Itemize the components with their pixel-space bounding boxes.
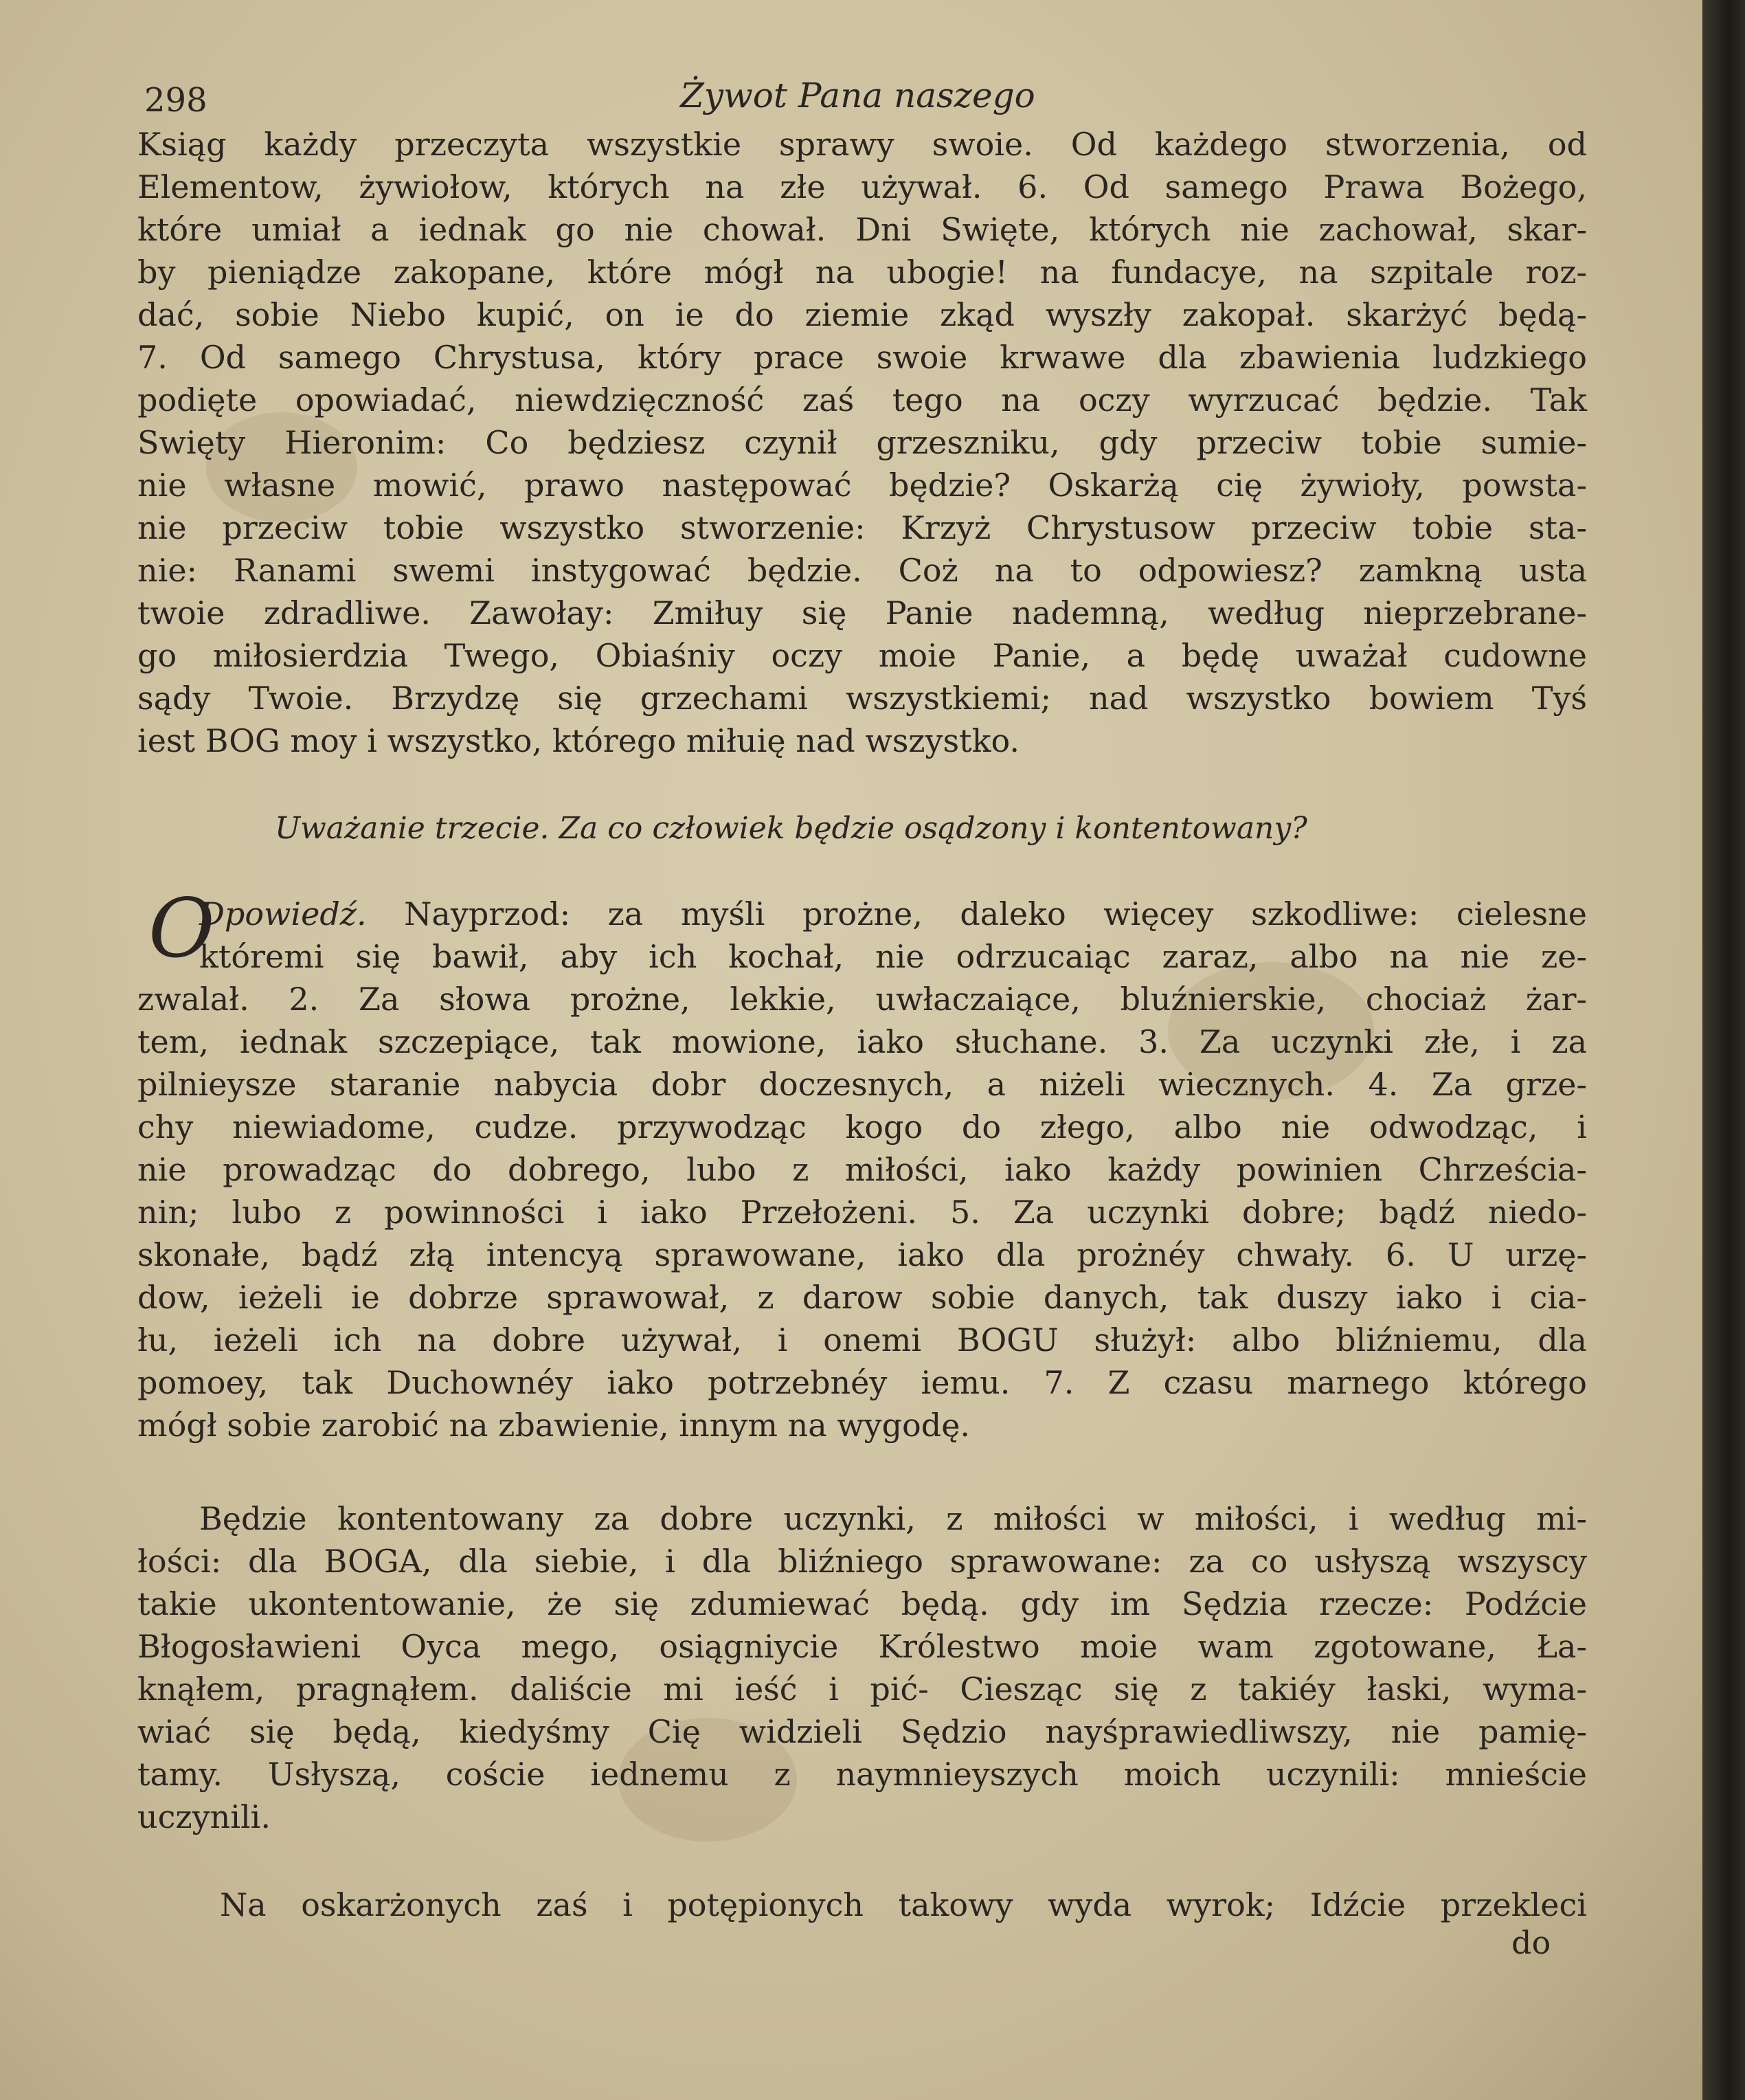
text-line: Błogosławieni Oyca mego, osiągniycie Królestwo moie wam zgotowane, Ła- bbox=[137, 1628, 1587, 1665]
text-line: podięte opowiadać, niewdzięczność zaś tego na oczy wyrzucać będzie. Tak bbox=[137, 381, 1587, 418]
page-number: 298 bbox=[144, 81, 207, 120]
text-line: 7. Od samego Chrystusa, który prace swoie krwawe dla zbawienia ludzkiego bbox=[137, 339, 1587, 376]
text-line: pilnieysze staranie nabycia dobr doczesnych, a niżeli wiecznych. 4. Za grze- bbox=[137, 1066, 1587, 1103]
text-line: Będzie kontentowany za dobre uczynki, z miłości w miłości, i według mi- bbox=[199, 1500, 1587, 1537]
text-line: sądy Twoie. Brzydzę się grzechami wszystkiemi; nad wszystko bowiem Tyś bbox=[137, 680, 1587, 717]
text-line: dow, ieżeli ie dobrze sprawował, z darow sobie danych, tak duszy iako i cia- bbox=[137, 1279, 1587, 1316]
text-line: Elementow, żywiołow, których na złe używał. 6. Od samego Prawa Bożego, bbox=[137, 168, 1587, 205]
text-line: pomoey, tak Duchownéy iako potrzebnéy iemu. 7. Z czasu marnego którego bbox=[137, 1364, 1587, 1401]
lead-word: Dpowiedź. bbox=[199, 895, 367, 932]
running-title: Żywot Pana naszego bbox=[680, 76, 1035, 115]
text-line: nie własne mowić, prawo następować będzie? Oskarżą cię żywioły, powsta- bbox=[137, 467, 1587, 504]
text-line: knąłem, pragnąłem. daliście mi ieść i pić- Ciesząc się z takiéy łaski, wyma- bbox=[137, 1671, 1587, 1708]
text-line: Na oskarżonych zaś i potępionych takowy wyda wyrok; Idźcie przekleci bbox=[220, 1886, 1587, 1923]
text-line: któremi się bawił, aby ich kochał, nie odrzucaiąc zaraz, albo na nie ze- bbox=[199, 938, 1587, 975]
book-binding-edge bbox=[1702, 0, 1745, 2100]
text-line: nie prowadząc do dobrego, lubo z miłości, iako każdy powinien Chrześcia- bbox=[137, 1151, 1587, 1188]
first-line-text: Nayprzod: za myśli prożne, daleko więcey szkodliwe: cielesne bbox=[404, 895, 1588, 932]
drop-cap: O bbox=[148, 881, 215, 976]
text-line: iest BOG moy i wszystko, którego miłuię nad wszystko. bbox=[137, 722, 1020, 759]
text-line: takie ukontentowanie, że się zdumiewać będą. gdy im Sędzia rzecze: Podźcie bbox=[137, 1585, 1587, 1622]
text-line: Swięty Hieronim: Co będziesz czynił grzeszniku, gdy przeciw tobie sumie- bbox=[137, 424, 1587, 461]
text-line: nie: Ranami swemi instygować będzie. Coż na to odpowiesz? zamkną usta bbox=[137, 552, 1587, 589]
text-line: uczynili. bbox=[137, 1798, 271, 1835]
text-line: tamy. Usłyszą, coście iednemu z naymnieyszych moich uczynili: mnieście bbox=[137, 1756, 1587, 1793]
text-line: nin; lubo z powinności i iako Przełożeni. 5. Za uczynki dobre; bądź niedo- bbox=[137, 1194, 1587, 1231]
text-line: twoie zdradliwe. Zawołay: Zmiłuy się Panie nademną, według nieprzebrane- bbox=[137, 594, 1587, 632]
text-line: go miłosierdzia Twego, Obiaśniy oczy moie Panie, a będę uważał cudowne bbox=[137, 637, 1587, 674]
text-line: mógł sobie zarobić na zbawienie, innym na wygodę. bbox=[137, 1407, 971, 1444]
text-line: nie przeciw tobie wszystko stworzenie: Krzyż Chrystusow przeciw tobie sta- bbox=[137, 509, 1587, 546]
section-subheading: Uważanie trzecie. Za co człowiek będzie osądzony i kontentowany? bbox=[275, 811, 1307, 846]
text-line: które umiał a iednak go nie chował. Dni Swięte, których nie zachował, skar- bbox=[137, 211, 1587, 248]
text-line: Ksiąg każdy przeczyta wszystkie sprawy swoie. Od każdego stworzenia, od bbox=[137, 126, 1587, 163]
text-line: wiać się będą, kiedyśmy Cię widzieli Sędzio nayśprawiedliwszy, nie pamię- bbox=[137, 1713, 1587, 1750]
text-line: tem, iednak szczepiące, tak mowione, iako słuchane. 3. Za uczynki złe, i za bbox=[137, 1023, 1587, 1060]
text-line bbox=[199, 893, 1587, 935]
text-line: skonałe, bądź złą intencyą sprawowane, iako dla prożnéy chwały. 6. U urzę- bbox=[137, 1236, 1587, 1273]
text-line: chy niewiadome, cudze. przywodząc kogo do złego, albo nie odwodząc, i bbox=[137, 1108, 1587, 1146]
catchword: do bbox=[1511, 1924, 1551, 1961]
text-line: by pieniądze zakopane, które mógł na ubogie! na fundacye, na szpitale roz- bbox=[137, 254, 1587, 291]
text-line: dać, sobie Niebo kupić, on ie do ziemie zkąd wyszły zakopał. skarżyć będą- bbox=[137, 296, 1587, 333]
text-line: zwalał. 2. Za słowa prożne, lekkie, uwłaczaiące, bluźnierskie, chociaż żar- bbox=[137, 981, 1587, 1018]
text-line: łości: dla BOGA, dla siebie, i dla bliźniego sprawowane: za co usłyszą wszyscy bbox=[137, 1543, 1587, 1580]
text-line: łu, ieżeli ich na dobre używał, i onemi BOGU służył: albo bliźniemu, dla bbox=[137, 1321, 1587, 1359]
